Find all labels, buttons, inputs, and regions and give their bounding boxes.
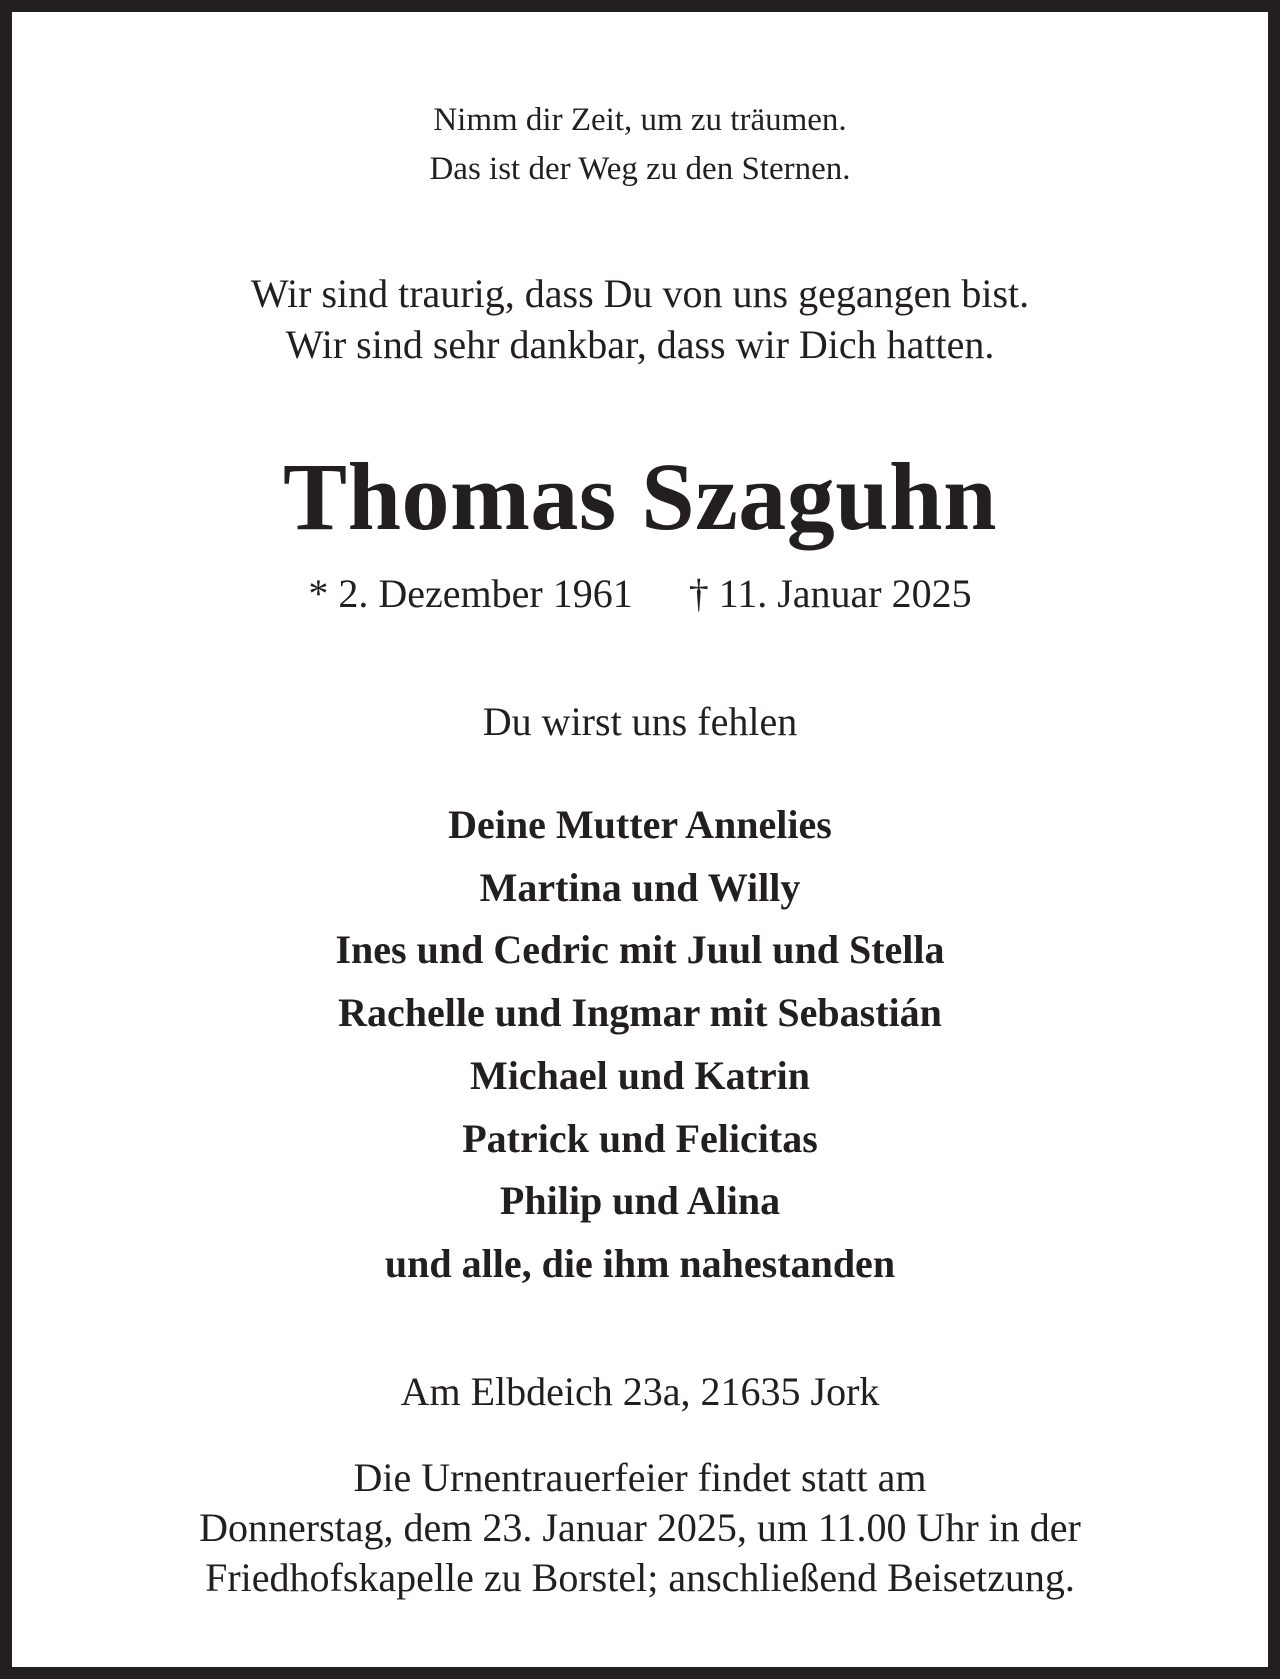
mourner-entry: Rachelle und Ingmar mit Sebastián <box>338 990 942 1036</box>
mourner-entry: Philip und Alina <box>499 1178 781 1224</box>
life-dates <box>24 566 1256 622</box>
motto-line: Das ist der Weg zu den Sternen. <box>429 151 851 187</box>
farewell-text: Du wirst uns fehlen <box>482 699 798 744</box>
service-line: Donnerstag, dem 23. Januar 2025, um 11.00 Uhr in der <box>199 1505 1081 1550</box>
funeral-service-info <box>24 1453 1256 1603</box>
motto-line: Nimm dir Zeit, um zu träumen. <box>433 102 847 138</box>
opening-motto <box>24 96 1256 194</box>
deceased-name: Thomas Szaguhn <box>283 443 997 550</box>
mourner-entry: Martina und Willy <box>479 864 801 910</box>
birth-date: * 2. Dezember 1961 <box>308 571 633 616</box>
mourner-entry: Deine Mutter Annelies <box>448 802 832 847</box>
mourner-entry: Michael und Katrin <box>469 1052 811 1098</box>
saying-line: Wir sind traurig, dass Du von uns gegangen bist. <box>250 271 1030 316</box>
mourner-entry: Patrick und Felicitas <box>462 1115 818 1161</box>
service-line: Friedhofskapelle zu Borstel; anschließend Beisetzung. <box>205 1555 1075 1600</box>
condolence-saying <box>24 268 1256 370</box>
death-date: † 11. Januar 2025 <box>688 571 972 616</box>
saying-line: Wir sind sehr dankbar, dass wir Dich hatten. <box>285 322 995 367</box>
mourners-list <box>24 794 1256 1296</box>
family-address: Am Elbdeich 23a, 21635 Jork <box>400 1369 880 1414</box>
service-line: Die Urnentrauerfeier findet statt am <box>353 1455 927 1500</box>
mourner-entry: Ines und Cedric mit Juul und Stella <box>335 927 945 973</box>
mourner-entry: und alle, die ihm nahestanden <box>384 1240 896 1286</box>
